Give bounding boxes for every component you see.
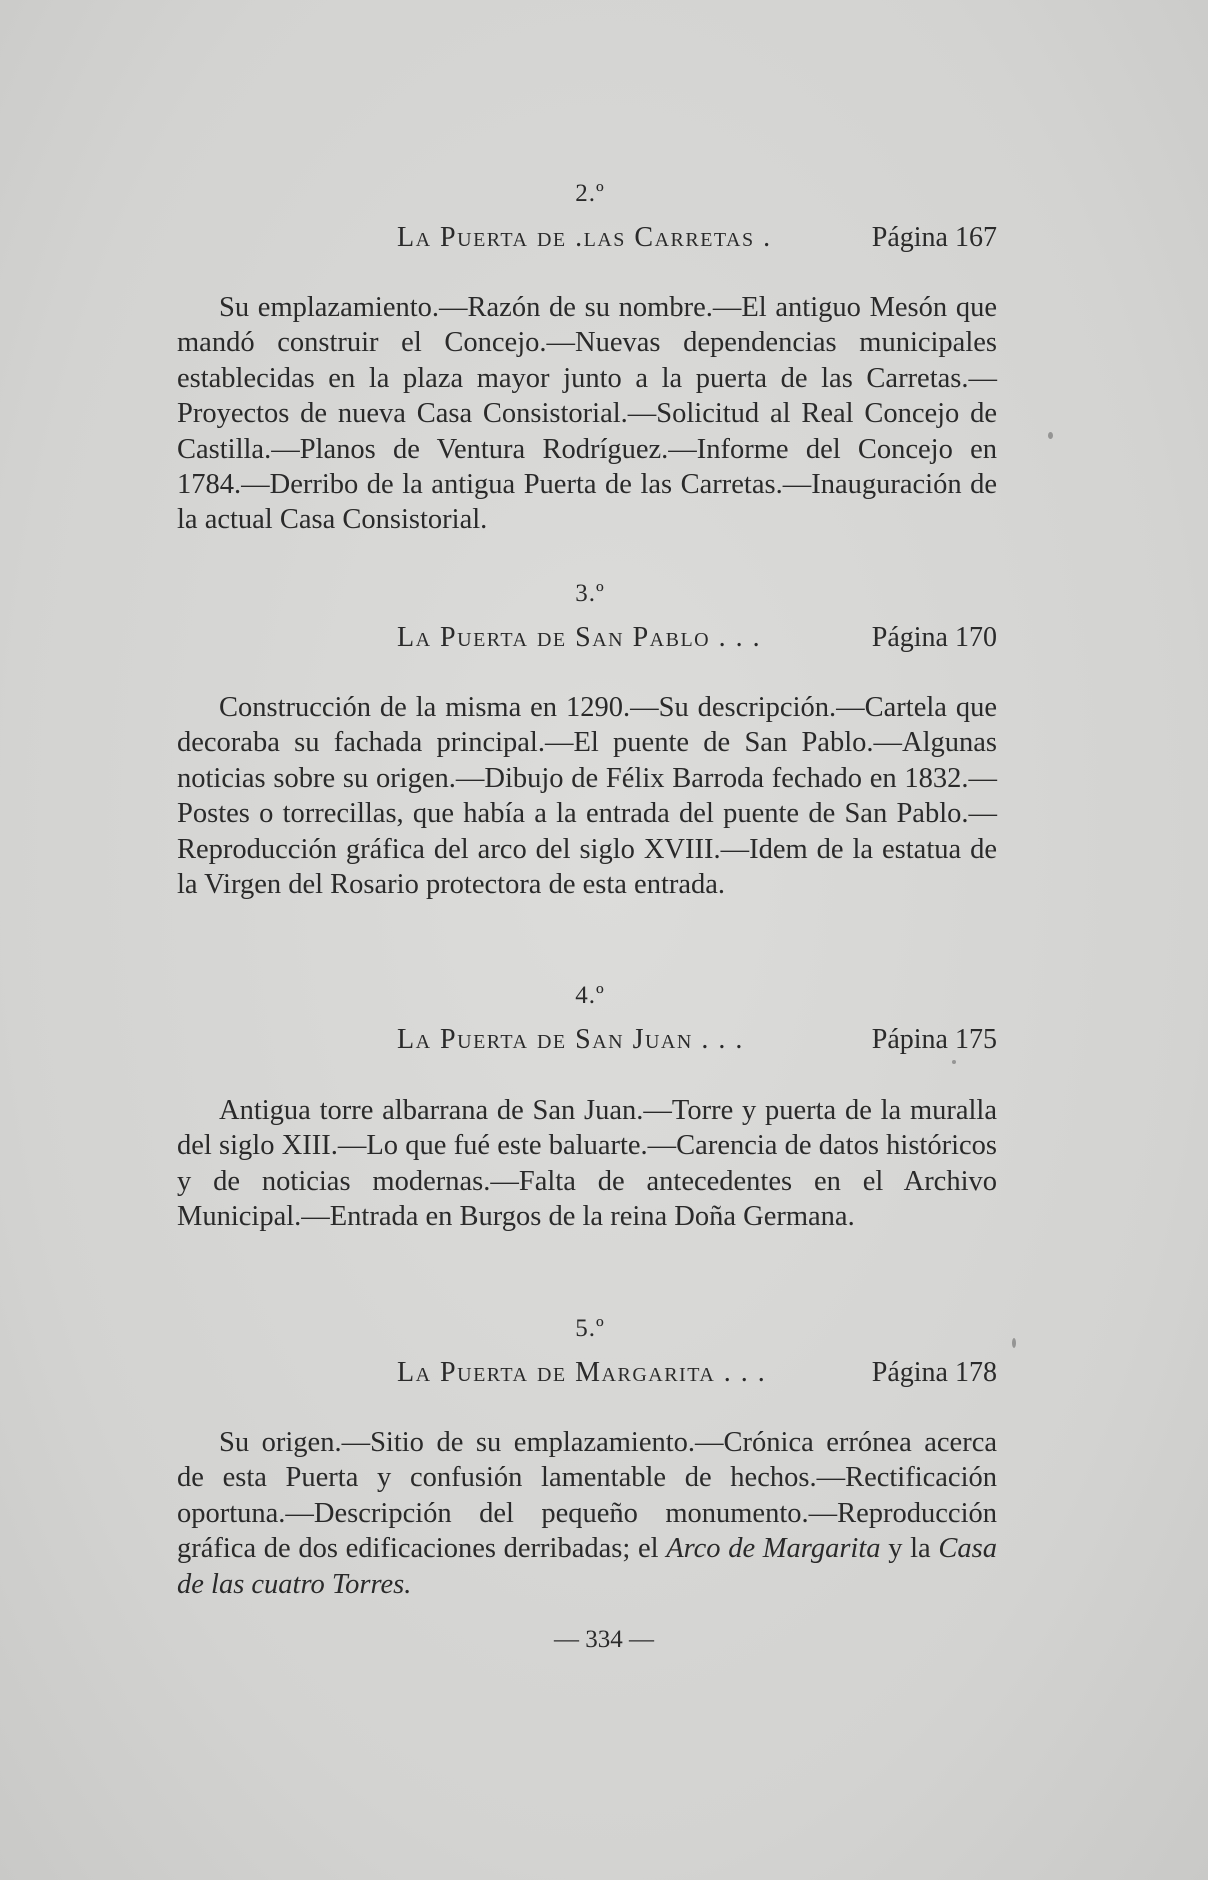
page-number: — 334 — — [554, 1626, 654, 1653]
section-number: 4.º — [575, 982, 605, 1009]
page-reference: Página 178 — [871, 1357, 997, 1388]
paper-speck — [952, 1060, 956, 1064]
section-number: 2.º — [575, 180, 605, 207]
section-summary: Antigua torre albarrana de San Juan.—Torre y puerta de la muralla del siglo XIII.—Lo que fué este baluarte.—Carencia de datos históricos y de noticias modernas.—Falta de antecedentes en el Archivo Municipal.—Entrada en Burgos de la reina Doña Germana. — [177, 1095, 997, 1233]
italic-title: Casa de las cuatro Torres. — [177, 1533, 997, 1600]
section-title: La Puerta de San Juan . . . — [397, 1024, 744, 1055]
section-summary: Su origen.—Sitio de su emplazamiento.—Crónica errónea acerca de esta Puerta y confusión lamentable de hechos.—Rectificación oportuna.—Descripción del pequeño monumento.—Reproducción gráfica de dos edificaciones derribadas; el Arco de Margarita y la Casa de las cuatro Torres. — [177, 1427, 997, 1600]
section-title: La Puerta de .las Carretas . — [397, 222, 772, 253]
page-reference: Página 170 — [871, 622, 997, 653]
section-title: La Puerta de San Pablo . . . — [397, 622, 762, 653]
section-number: 3.º — [575, 580, 605, 607]
page-reference: Pápina 175 — [871, 1024, 997, 1055]
section-title: La Puerta de Margarita . . . — [397, 1357, 767, 1388]
section-summary: Su emplazamiento.—Razón de su nombre.—El antiguo Mesón que mandó construir el Concejo.—Nuevas dependencias municipales establecidas en la plaza mayor junto a la puerta de las Carretas.—Proyectos de nueva Casa Consistorial.—Solicitud al Real Concejo de Castilla.—Planos de Ventura Rodríguez.—Informe del Concejo en 1784.—Derribo de la antigua Puerta de las Carretas.—Inauguración de la actual Casa Consistorial. — [177, 292, 997, 536]
section-number: 5.º — [575, 1315, 605, 1342]
paper-speck — [1048, 432, 1053, 439]
paper-speck — [1012, 1338, 1016, 1348]
page-reference: Página 167 — [871, 222, 997, 253]
section-summary: Construcción de la misma en 1290.—Su descripción.—Cartela que decoraba su fachada principal.—El puente de San Pablo.—Algunas noticias sobre su origen.—Dibujo de Félix Barroda fechado en 1832.—Postes o torrecillas, que había a la entrada del puente de San Pablo.—Reproducción gráfica del arco del siglo XVIII.—Idem de la estatua de la Virgen del Rosario protectora de esta entrada. — [177, 692, 997, 901]
italic-title: Arco de Margarita — [666, 1533, 881, 1565]
